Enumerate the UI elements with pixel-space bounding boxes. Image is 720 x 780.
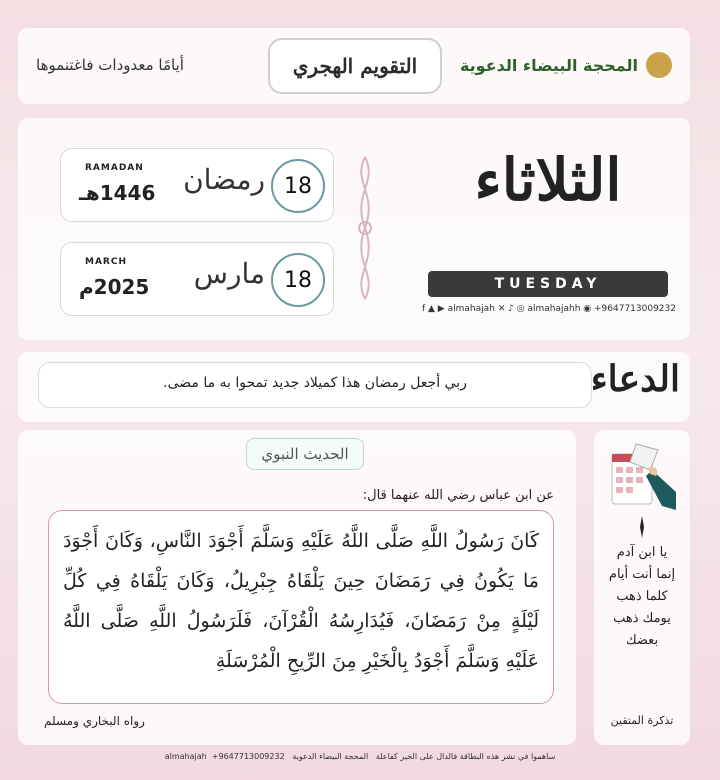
ornament-icon [348,153,382,303]
dua-panel [18,352,690,422]
social-icons: f ▲ ▶ [422,304,448,314]
hadith-title: الحديث النبوي [246,438,364,470]
hijri-date-card [60,148,334,222]
calendar-title: التقويم الهجري [268,38,442,94]
reminder-panel [594,430,690,745]
whatsapp-icon: ◉ [583,304,594,314]
hadith-text: كَانَ رَسُولُ اللَّهِ صَلَّى اللَّهُ عَلَيْهِ وَسَلَّمَ أَجْوَدَ النَّاسِ، وَكَانَ أَجْوَدَ مَا يَكُونُ فِي رَمَضَانَ حِينَ يَلْقَاهُ جِبْرِيلُ، وَكَانَ يَلْقَاهُ فِي كُلِّ لَيْلَةٍ مِنْ رَمَضَانَ، فَيُدَارِسُهُ الْقُرْآنَ، فَلَرَسُولُ اللَّهِ صَلَّى اللَّهُ عَلَيْهِ وَسَلَّمَ أَجْوَدُ بِالْخَيْرِ مِنَ الرِّيحِ الْمُرْسَلَةِ [63,530,539,672]
gregorian-year: 2025م [79,275,150,299]
weekday-ar: الثلاثاء [474,146,622,214]
hadith-box [48,510,554,704]
weekday-en: TUESDAY [428,271,668,297]
reminder-quote [598,542,686,652]
gregorian-month-en: MARCH [85,257,127,267]
org-name: المحجة البيضاء الدعوية [459,55,638,75]
divider-ornament-icon [638,516,646,538]
dua-title: الدعاء [590,358,680,400]
hijri-year: 1446هـ [79,181,156,205]
calendar-tearing-icon [606,440,678,516]
hadith-panel [18,430,576,745]
reminder-label: تذكرة المتقين [610,714,674,727]
social-links [418,304,680,314]
quote-line: إنما أنت أيام [608,567,676,582]
hijri-day: 18 [271,159,325,213]
slogan: أيامًا معدودات فاغتنموها [36,56,184,74]
x-tiktok-instagram-icons: ✕ ♪ ◎ [497,304,528,314]
quote-line: كلما ذهب [616,589,668,604]
dua-text: ربي أجعل رمضان هذا كميلاد جديد تمحوا به ما مضى. [163,375,467,391]
hadith-narrator: عن ابن عباس رضي الله عنهما قال: [362,488,554,503]
quote-line: يا ابن آدم [616,545,668,560]
hijri-month-ar: رمضان [183,163,265,196]
footer-note [120,752,600,761]
phone-number[interactable]: +9647713009232 [594,304,676,314]
footer-org: المحجة البيضاء الدعوية [292,752,369,761]
emblem-icon [646,52,672,78]
date-panel [18,118,690,340]
hadith-source: رواه البخاري ومسلم [44,714,145,728]
dua-box [38,362,592,408]
footer-phone[interactable]: +9647713009232 [211,752,285,761]
hijri-month-en: RAMADAN [85,163,144,173]
social-handle-1[interactable]: almahajah [447,304,495,314]
gregorian-month-ar: مارس [193,257,265,290]
footer-handle[interactable]: almahajah [164,752,207,761]
quote-line: يومك ذهب [613,611,671,626]
footer-text: ساهموا في نشر هذه البطاقة فالدال على الخير كفاعلة [375,752,556,761]
org-logo [460,52,672,78]
header-bar [18,28,690,104]
gregorian-date-card [60,242,334,316]
social-handle-2[interactable]: almahajahh [527,304,581,314]
gregorian-day: 18 [271,253,325,307]
quote-line: بعضك [625,633,659,648]
